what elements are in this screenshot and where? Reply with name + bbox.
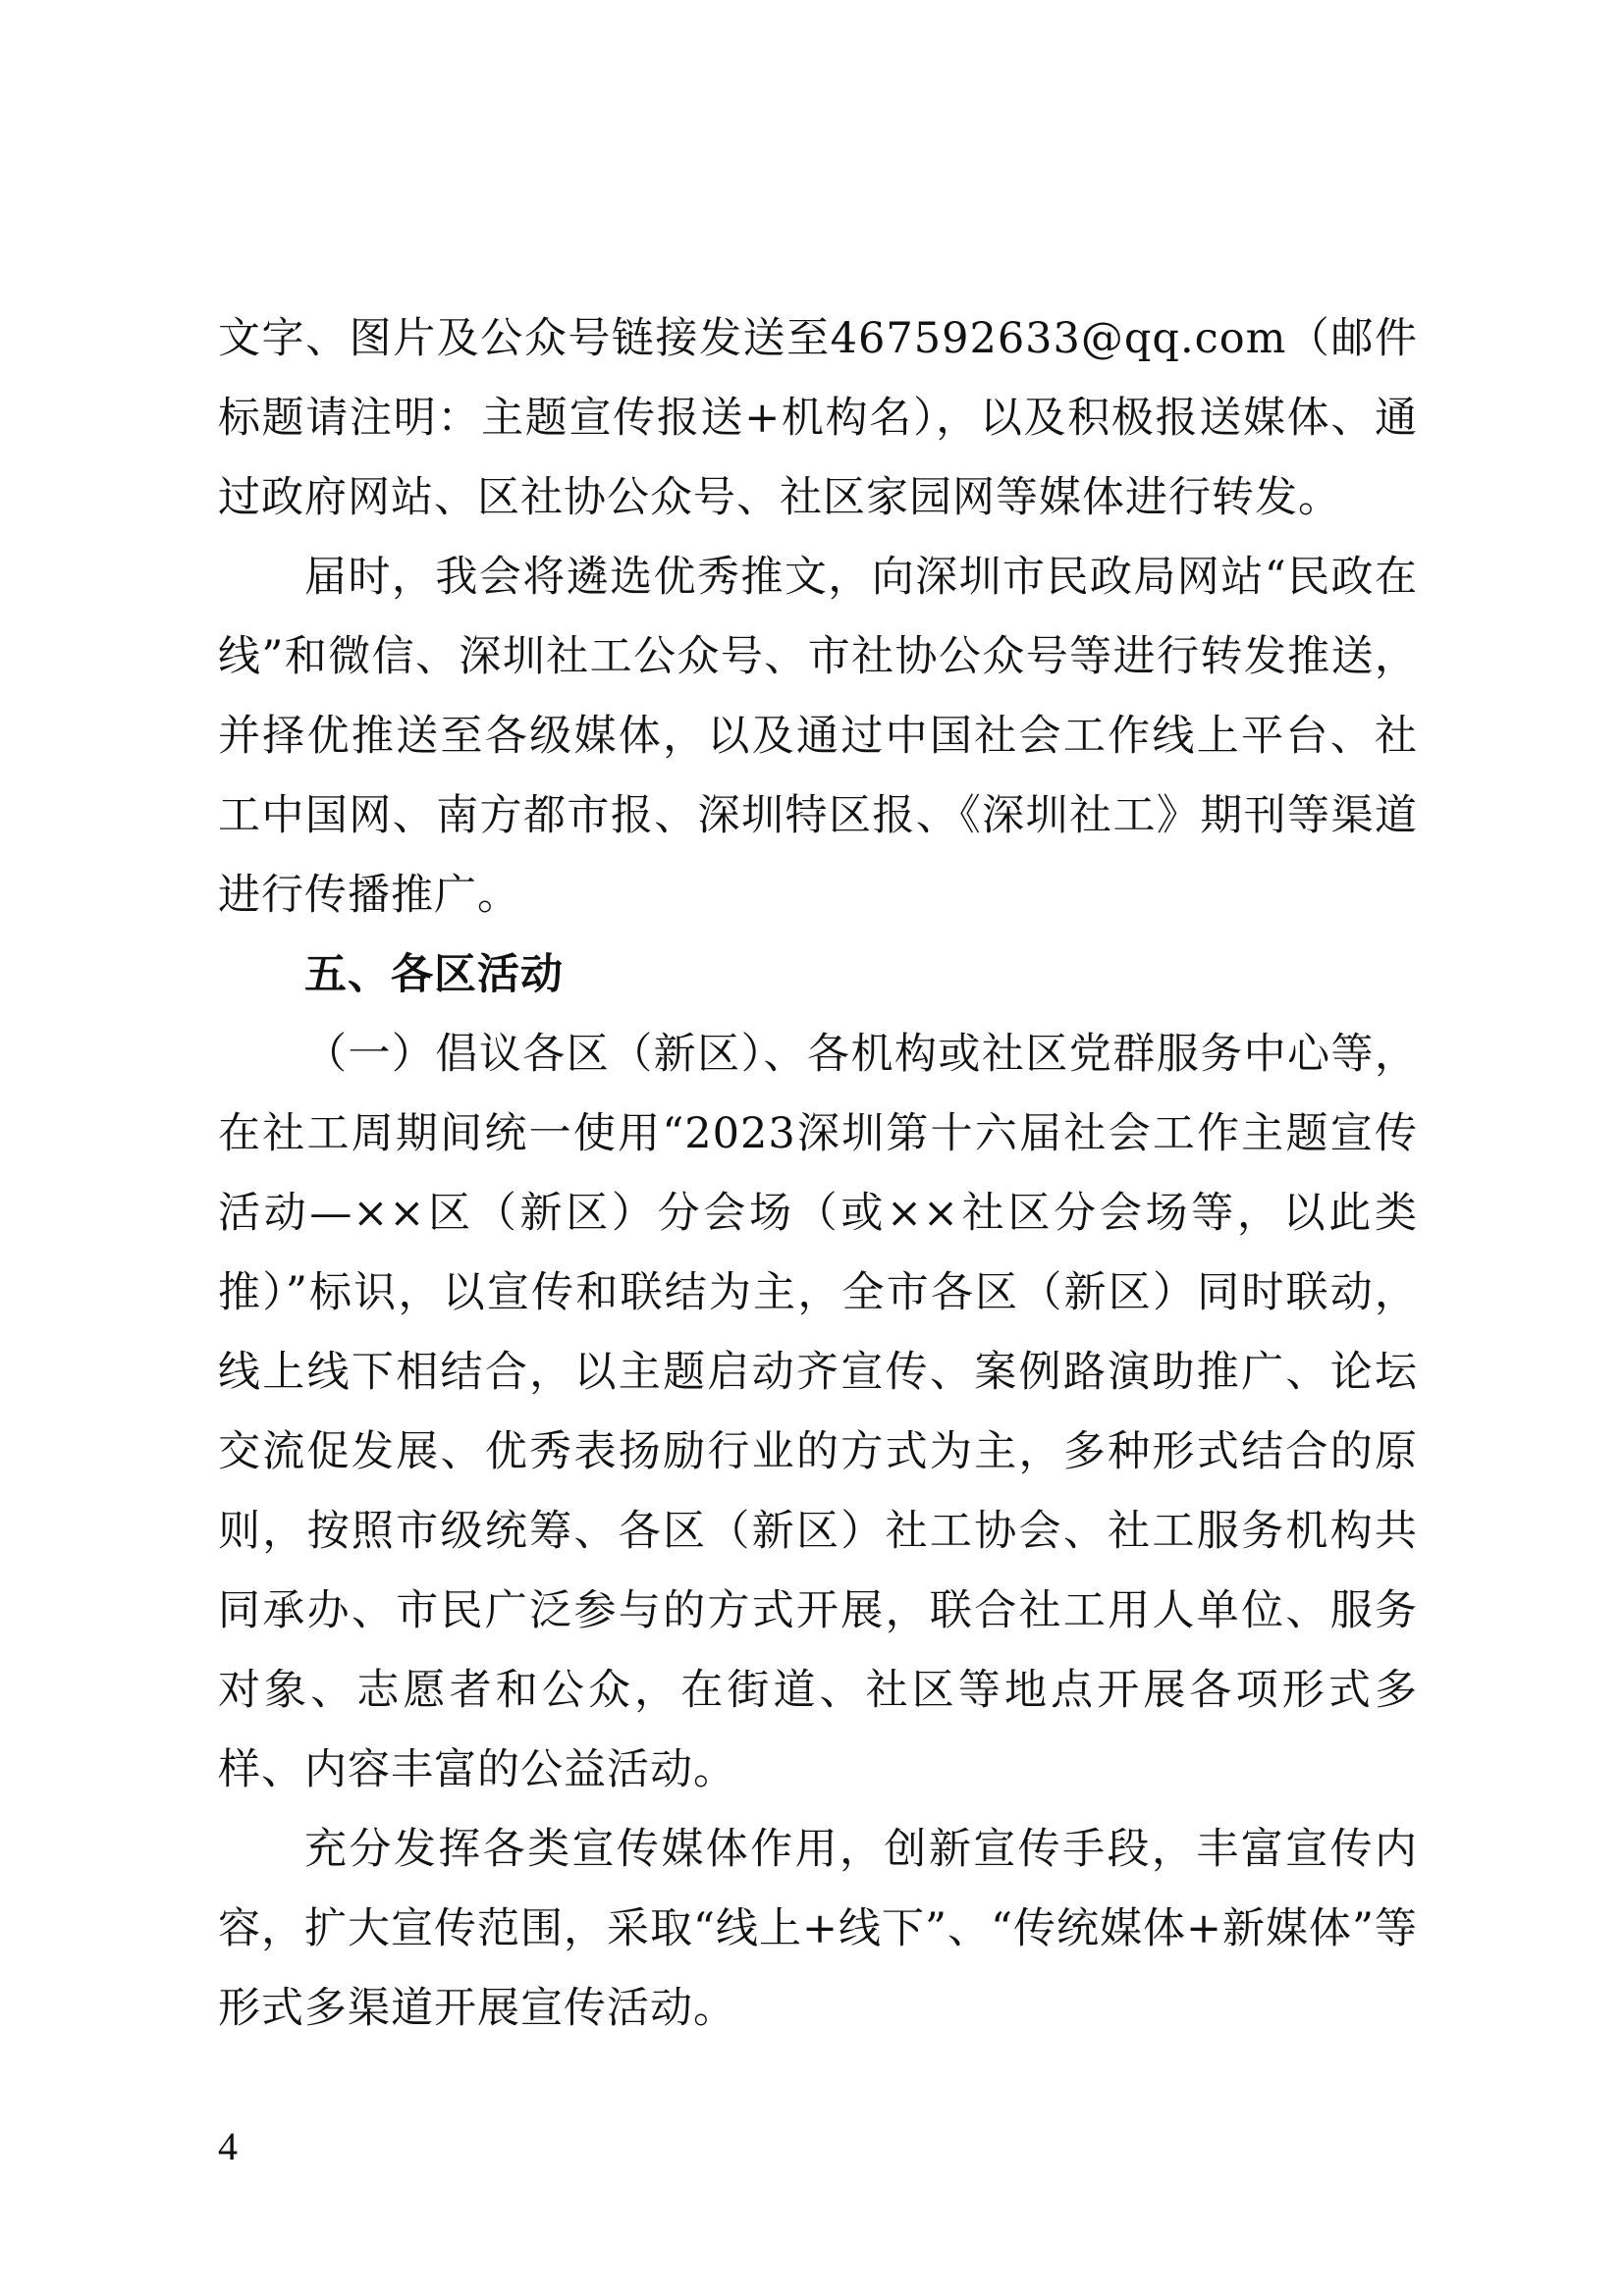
paragraph-media-channels: 充分发挥各类宣传媒体作用，创新宣传手段，丰富宣传内容，扩大宣传范围，采取“线上+线下”、“传统媒体+新媒体”等形式多渠道开展宣传活动。 <box>218 1825 1418 2033</box>
paragraph-media-promotion: 届时，我会将遴选优秀推文，向深圳市民政局网站“民政在线”和微信、深圳社工公众号、市社协公众号等进行转发推送，并择优推送至各级媒体，以及通过中国社会工作线上平台、社工中国网、南方都市报、深圳特区报、《深圳社工》期刊等渠道进行传播推广。 <box>218 553 1418 920</box>
section-heading-district-activities: 五、各区活动 <box>304 950 564 999</box>
paragraph-email-submission: 文字、图片及公众号链接发送至467592633@qq.com（邮件标题请注明：主题宣传报送+机构名），以及积极报送媒体、通过政府网站、区社协公众号、社区家园网等媒体进行转发。 <box>218 314 1418 522</box>
paragraph-district-initiative: （一）倡议各区（新区）、各机构或社区党群服务中心等，在社工周期间统一使用“2023深圳第十六届社会工作主题宣传活动—××区（新区）分会场（或××社区分会场等，以此类推）”标识，以宣传和联结为主，全市各区（新区）同时联动，线上线下相结合，以主题启动齐宣传、案例路演助推广、论坛交流促发展、优秀表扬励行业的方式为主，多种形式结合的原则，按照市级统筹、各区（新区）社工协会、社工服务机构共同承办、市民广泛参与的方式开展，联合社工用人单位、服务对象、志愿者和公众，在街道、社区等地点开展各项形式多样、内容丰富的公益活动。 <box>218 1030 1418 1794</box>
page-number: 4 <box>218 2124 238 2168</box>
document-body <box>218 299 1418 2049</box>
